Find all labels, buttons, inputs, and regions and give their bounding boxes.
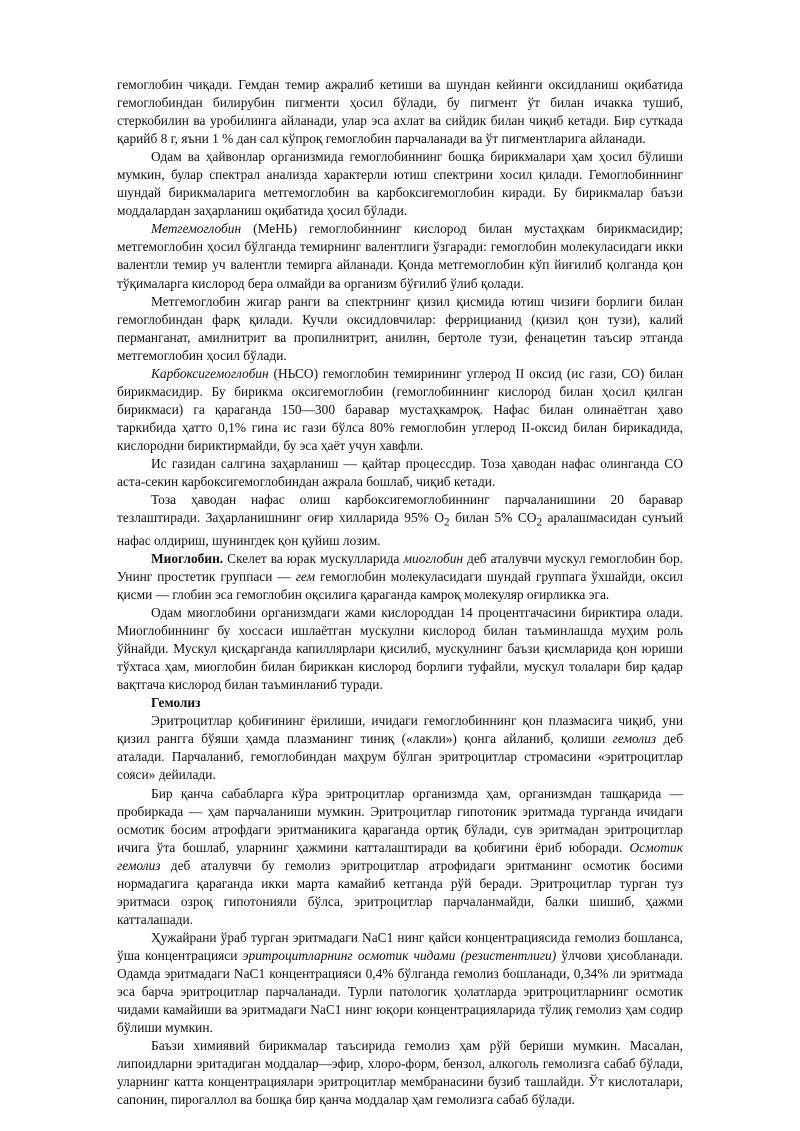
paragraph-methemoglobin — [117, 220, 683, 292]
paragraph-text: Скелет ва юрак мускулларида — [223, 550, 404, 566]
subscript: 2 — [536, 516, 543, 529]
paragraph-text: деб аталади. Парчаланиб, гемоглобиндан маҳрум бўлган эритроцитлар стромасини «эритроцитлар сояси» дейилади. — [117, 731, 684, 783]
paragraph-osmotic-hemolysis — [117, 785, 683, 929]
term-osmotic-hemolysis: Осмотик гемолиз — [117, 839, 683, 873]
paragraph-co-treatment — [117, 491, 683, 550]
paragraph-hemolysis-definition — [117, 712, 683, 784]
term-heme: гем — [295, 568, 316, 584]
paragraph-hemoglobin-breakdown: гемоглобин чиқади. Гемдан темир ажралиб кетиши ва шундан кейинги оксидланиш оқибатида гемоглобиндан билирубин пигменти ҳосил бўлади, бу пигмент ўт билан ичакка тушиб, стеркобилин ва уробилинга айланади, улар эса ахлат ва сийдик билан чиқиб кетади. Бир суткада қарийб 8 г, яъни 1 % дан сал кўпроқ гемоглобин парчаланади ва ўт пигментларига айланади. — [117, 77, 683, 147]
paragraph-text: билан 5% CO — [449, 510, 537, 526]
section-heading-hemolysis: Гемолиз — [151, 695, 201, 711]
paragraph-text: (НЬСО) гемоглобин темирининг углерод II оксид (ис гази, СО) билан бирикмасидир. Бу бирикма оксигемоглобин (гемоглобиннинг кислород билан ҳосил қилган бирикмаси) га қараганда 150—300 баравар мустаҳкамроқ. Нафас билан олинаётган ҳаво таркибида ҳатто 0,1% гина ис гази бўлса 80% гемоглобин углерод II-оксид билан бирикадида, кислородни бириктирмайди, бу эса ҳаёт учун хавфли. — [117, 365, 683, 453]
paragraph-hemoglobin-compounds: Одам ва ҳайвонлар организмида гемоглобиннинг бошқа бирикмалари ҳам ҳосил бўлиши мумкин, булар спектрал анализда характерли ютиш спектрини хосил қилади. Гемоглобиннинг шундай бирикмаларига метгемоглобин ва карбоксигемоглобин киради. Бу бирикмалар баъзи моддалардан заҳарланиш оқибатида ҳосил бўлади. — [117, 149, 683, 219]
term-hemolysis: гемолиз — [612, 731, 657, 747]
paragraph-text: (МеНЬ) гемоглобиннинг кислород билан мустаҳкам бирикмасидир; метгемоглобин ҳосил бўлганда темирнинг валентлиги ўзгаради: гемоглобин молекуласидаги икки валентли темир уч валентли темирга айланади. Қонда метгемоглобин кўп йиғилиб қолганда қон тўқималарга кислород бера олмайди ва организм бўғилиб ўлиб қолади. — [117, 221, 683, 291]
document-page — [117, 76, 683, 1109]
paragraph-osmotic-resistance — [117, 929, 683, 1037]
paragraph-text: аралашмасидан сунъий нафас олдириш, шунингдек қон қуйиш лозим. — [117, 510, 683, 548]
paragraph-text: Ҳужайрани ўраб турган эритмадаги NaC1 нинг қайси концентрациясида гемолиз бошланса, ўша концентрацияси — [117, 929, 683, 963]
paragraph-co-poisoning: Ис газидан салгина заҳарланиш — қайтар процессдир. Тоза ҳаводан нафас олинганда СО аста-секин карбоксигемоглобиндан ажрала бошлаб, чиқиб кетади. — [117, 455, 683, 490]
paragraph-text: Бир қанча сабабларга кўра эритроцитлар организмда ҳам, организмдан ташқарида — пробиркада — ҳам парчаланиши мумкин. Эритроцитлар гипотоник эритмада турганда ичидаги осмотик босим атрофдаги эритманикига қараганда ортиқ бўлади, сув эритмадан эритроцитлар ичига ўта бошлаб, уларнинг ҳажмини катталаштиради ва қобиғини ёриб юборади. — [117, 785, 683, 855]
term-myoglobin-bold: Миоглобин. — [151, 550, 224, 566]
subscript: 2 — [444, 516, 450, 529]
paragraph-text: ўлчови ҳисобланади. Одамда эритмадаги NaC1 концентрацияси 0,4% бўлганда гемолиз бошланади, 0,34% ли эритмада эса барча эритроцитлар парчаланади. Турли патологик ҳолатларда эритроцитларнинг осмотик чидами камайиши ва эритмадаги NaC1 нинг юқори концентрацияларида тўлиқ гемолиз ҳам содир бўлиши мумкин. — [117, 947, 683, 1036]
paragraph-carboxyhemoglobin — [117, 365, 683, 455]
paragraph-text: Тоза ҳаводан нафас олиш карбоксигемоглобиннинг парчаланишини 20 баравар тезлаштиради. Заҳарланишнинг оғир хилларида 95% O — [117, 492, 683, 526]
paragraph-text: деб аталувчи бу гемолиз эритроцитлар атрофидаги эритманинг осмотик босими нормадагига қараганда икки марта камайиб кетганда рўй беради. Эритроцитлар турган туз эритмаси озроқ гипотонияли бўлса, эритроцитлар парчаланмайди, балки шишиб, ҳажми катталашади. — [117, 857, 683, 927]
paragraph-myoglobin-oxygen: Одам миоглобини организмдаги жами кислороддан 14 процентгачасини бириктира олади. Миоглобиннинг бу хоссаси ишлаётган мускулни кислород билан таъминлашда муҳим роль ўйнайди. Мускул қисқарганда капиллярлари қисилиб, мускулнинг баъзи қисмларида қон юриши тўхтаса ҳам, миоглобин билан бириккан кислород борлиги туфайли, мускул толалари бир қадар вақтгача кислород билан таъминланиб туради. — [117, 605, 683, 693]
paragraph-myoglobin — [117, 550, 683, 604]
term-carboxyhemoglobin: Карбоксигемоглобин — [151, 365, 269, 381]
term-myoglobin: миоглобин — [403, 550, 464, 566]
term-methemoglobin: Метгемоглобин — [151, 221, 242, 237]
paragraph-text: гемоглобин молекуласидаги шундай группага ўхшайди, оксил қисми — глобин эса гемоглобин оқсилига қараганда камроқ молекуляр оғирликка эга. — [117, 568, 683, 602]
paragraph-methemoglobin-color: Метгемоглобин жигар ранги ва спектрнинг қизил қисмида ютиш чизиғи борлиги билан гемоглобиндан фарқ қилади. Кучли оксидловчилар: феррицианид (қизил қон тузи), калий перманганат, амилнитрит ва пропилнитрит, анилин, бертоле тузи, фенацетин таъсир этганда метгемоглобин ҳосил бўлади. — [117, 293, 683, 363]
paragraph-chemical-hemolysis: Баъзи химиявий бирикмалар таъсирида гемолиз ҳам рўй бериши мумкин. Масалан, липоидларни эритадиган моддалар—эфир, хлоро-форм, бензол, алкоголь гемолизга сабаб бўлади, уларнинг катта концентрациялари эритроцитлар мембранасини бузиб ташлайди. Ўт кислоталари, сапонин, пирогаллол ва бошқа бир қанча моддалар ҳам гемолизга сабаб бўлади. — [117, 1038, 683, 1108]
paragraph-text: Эритроцитлар қобиғининг ёрилиши, ичидаги гемоглобиннинг қон плазмасига чиқиб, уни қизил рангга бўяши ҳамда плазманинг тиниқ («лакли») қонга айланиб, қолиши — [117, 713, 683, 747]
term-osmotic-resistance: эритроцитларнинг осмотик чидами (резистентлиги) — [242, 947, 557, 963]
paragraph-text: деб аталувчи мускул гемоглобин бор. Унинг простетик группаси — — [117, 550, 683, 584]
